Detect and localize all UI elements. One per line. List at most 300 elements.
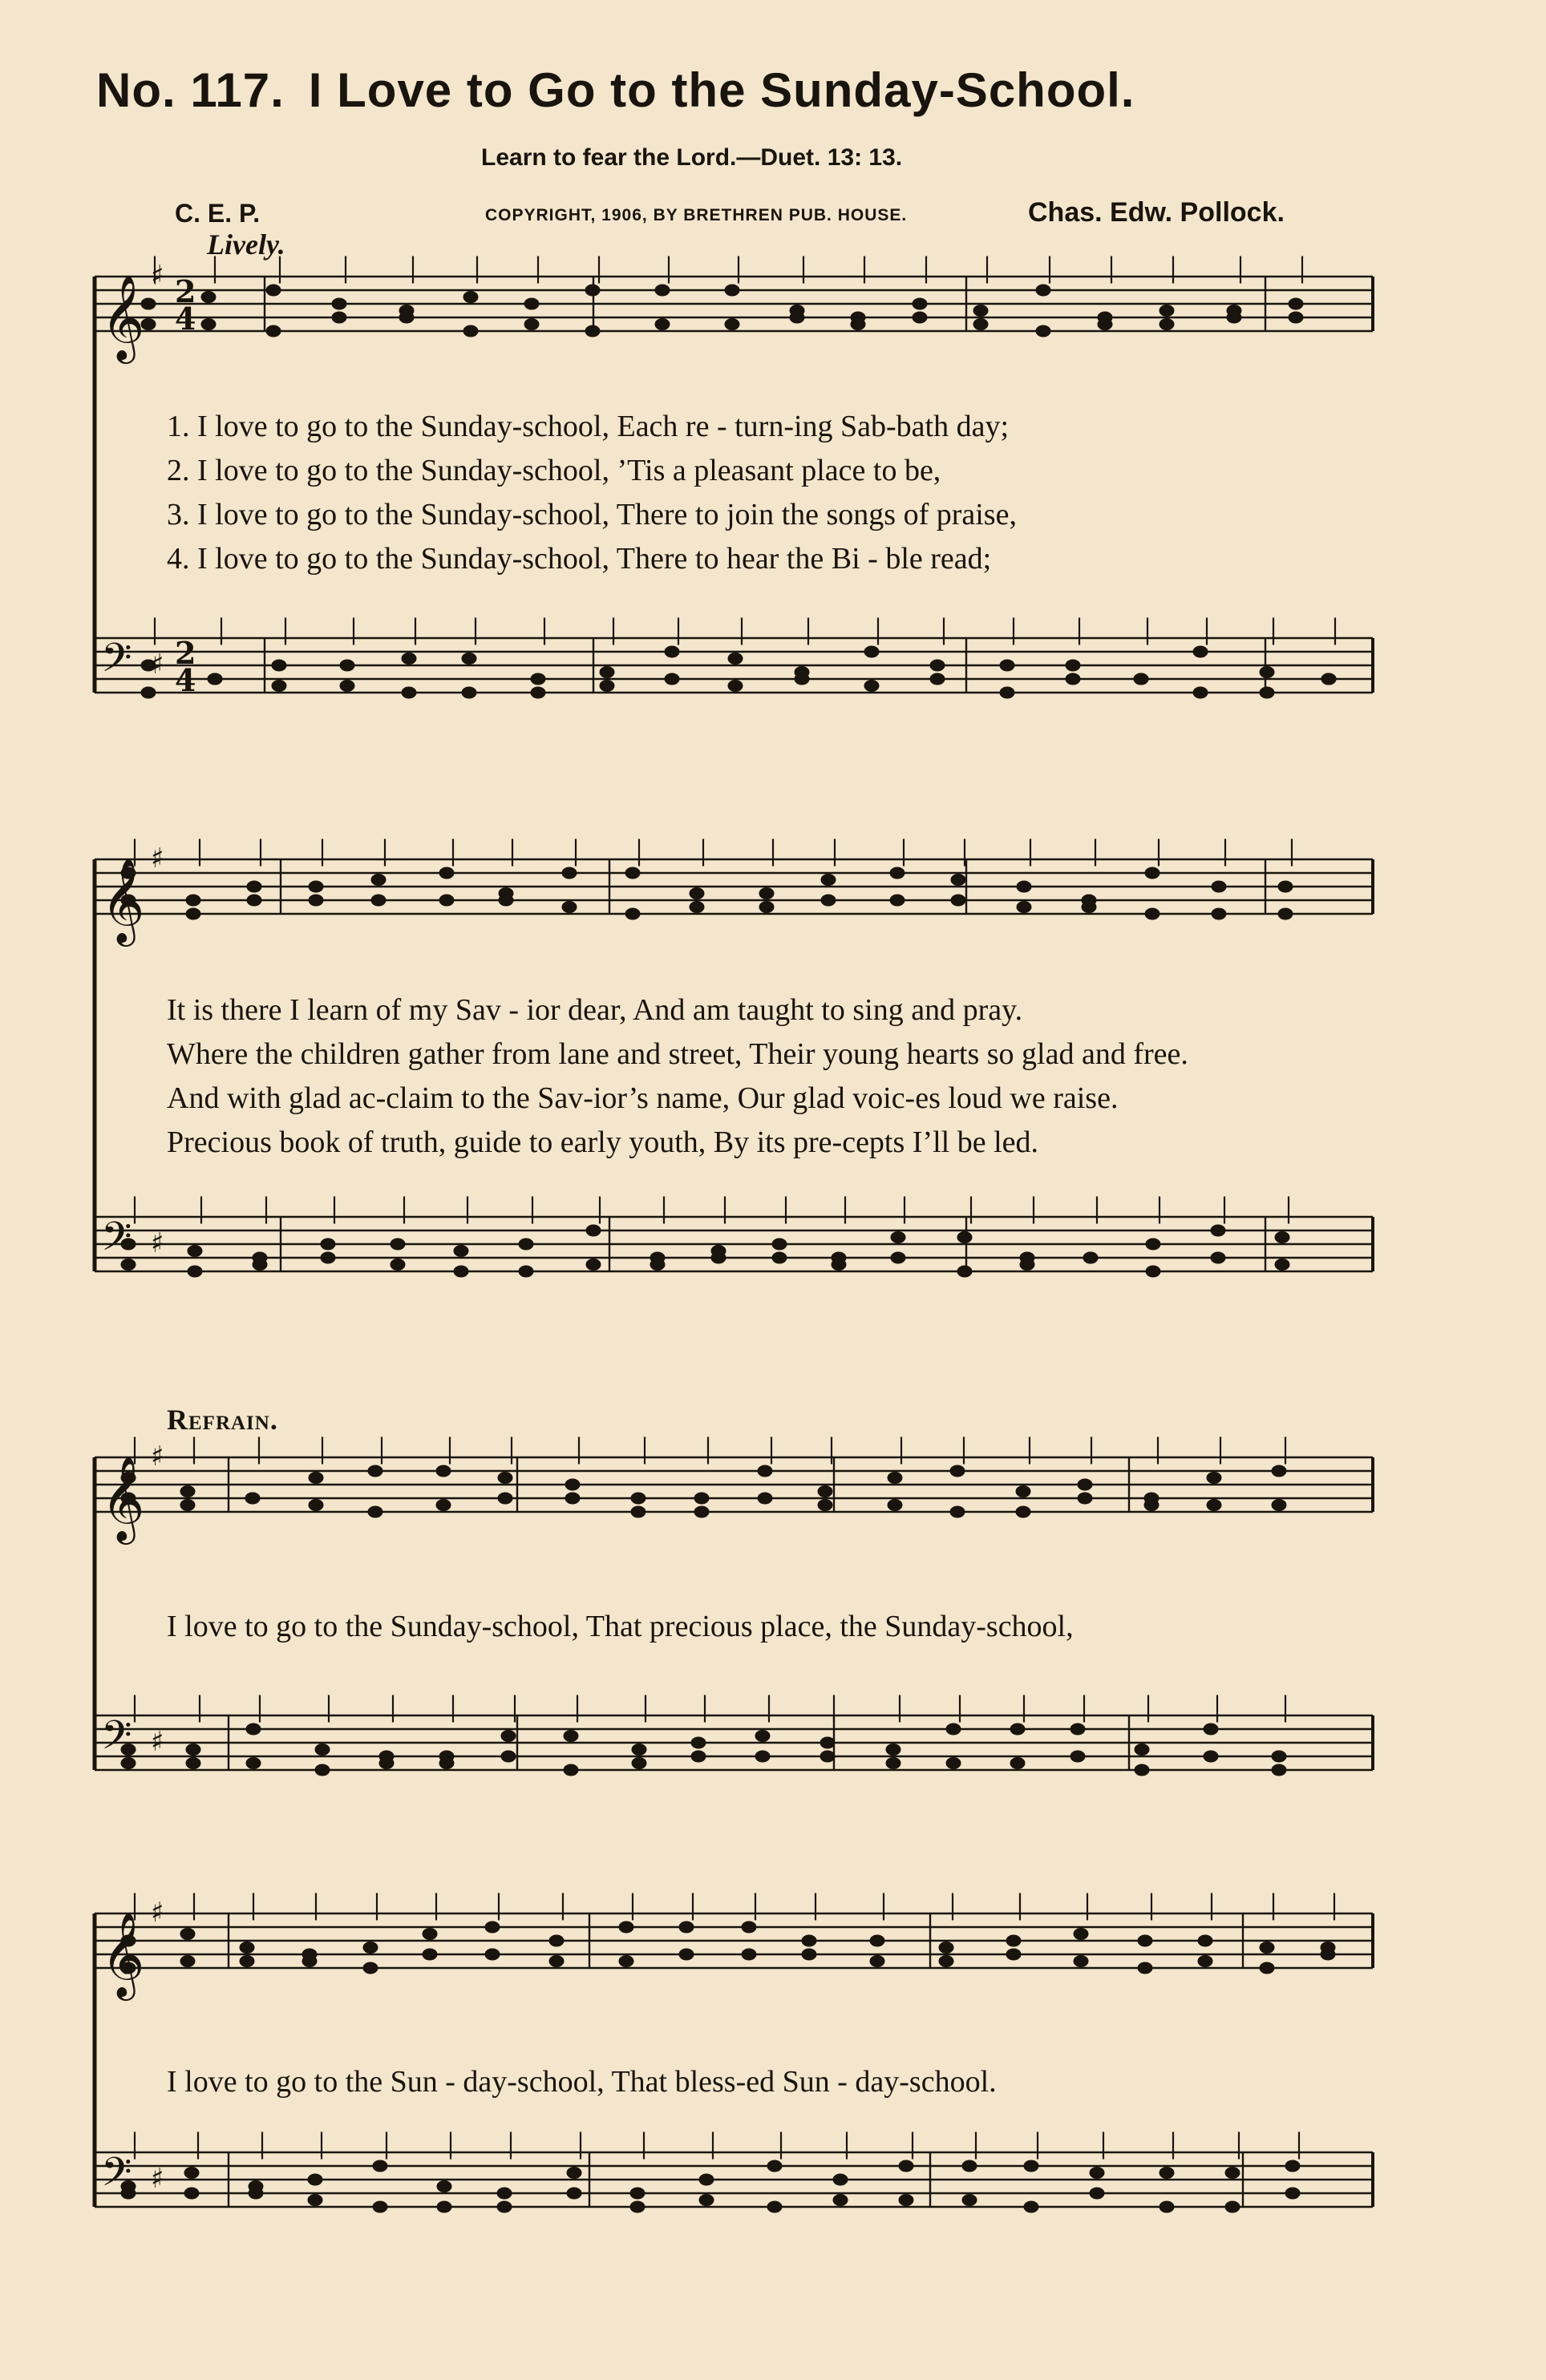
note-head	[1066, 660, 1080, 671]
note-head	[302, 1956, 317, 1967]
note-head	[699, 2174, 714, 2185]
note-head	[630, 2201, 645, 2212]
note-head	[632, 1758, 646, 1769]
hymn-title: I Love to Go to the Sunday-School.	[308, 63, 1135, 117]
verse-line-2: 2. I love to go to the Sunday-school, ’Tis a pleasant place to be,	[167, 454, 941, 487]
note-head	[650, 1259, 665, 1271]
note-head	[1225, 2201, 1240, 2212]
verse-line-3: 3. I love to go to the Sunday-school, There to join the songs of praise,	[167, 498, 1017, 531]
note-head	[890, 895, 905, 906]
note-head	[1160, 305, 1174, 317]
note-head	[1138, 1962, 1152, 1974]
note-head	[725, 319, 739, 330]
verse-line-1-cont: It is there I learn of my Sav - ior dear, And am taught to sing and pray.	[167, 993, 1023, 1027]
note-head	[694, 1493, 709, 1504]
note-head	[363, 1942, 378, 1954]
note-head	[699, 2195, 714, 2206]
note-head	[240, 1956, 254, 1967]
note-head	[562, 867, 577, 879]
note-head	[619, 1956, 633, 1967]
note-head	[886, 1744, 900, 1756]
treble-clef-icon: 𝄞	[101, 1455, 145, 1541]
note-head	[246, 1758, 261, 1769]
bass-clef-icon: 𝄢	[101, 2149, 132, 2205]
note-head	[679, 1921, 694, 1933]
note-head	[818, 1500, 832, 1511]
note-head	[454, 1266, 468, 1277]
note-head	[1146, 1266, 1160, 1277]
note-head	[851, 319, 865, 330]
note-head	[631, 1506, 646, 1517]
note-head	[340, 681, 354, 692]
note-head	[498, 1493, 512, 1504]
note-head	[820, 1737, 835, 1748]
scripture-reference: Learn to fear the Lord.—Duet. 13: 13.	[481, 144, 903, 171]
note-head	[272, 660, 286, 671]
verse-line-1: 1. I love to go to the Sunday-school, Each re - turn-ing Sab-bath day;	[167, 410, 1010, 443]
note-head	[665, 673, 679, 685]
note-head	[1272, 1465, 1286, 1477]
sharp-icon: ♯	[151, 1726, 164, 1758]
note-head	[245, 1493, 260, 1504]
note-head	[524, 319, 539, 330]
note-head	[586, 1225, 601, 1236]
note-head	[565, 1493, 580, 1504]
note-head	[1017, 902, 1031, 913]
note-head	[391, 1238, 405, 1250]
note-head	[1278, 908, 1293, 919]
note-head	[549, 1935, 564, 1946]
note-head	[631, 1493, 646, 1504]
note-head	[755, 1731, 770, 1742]
treble-clef-icon: 𝄞	[101, 1911, 145, 1997]
note-head	[728, 681, 743, 692]
note-head	[833, 2174, 848, 2185]
note-head	[691, 1737, 706, 1748]
note-head	[332, 298, 346, 309]
note-head	[1144, 1500, 1159, 1511]
sharp-icon: ♯	[151, 842, 164, 875]
note-head	[1138, 1935, 1152, 1946]
note-head	[184, 2168, 199, 2179]
note-head	[1321, 1949, 1335, 1960]
note-head	[402, 687, 416, 698]
note-head	[531, 687, 545, 698]
treble-clef-icon: 𝄞	[101, 857, 145, 943]
note-head	[888, 1500, 902, 1511]
note-head	[619, 1921, 633, 1933]
note-head	[315, 1744, 330, 1756]
note-head	[519, 1266, 533, 1277]
bass-clef-icon: 𝄢	[101, 1712, 132, 1768]
note-head	[1090, 2168, 1104, 2179]
note-head	[564, 1764, 578, 1776]
note-head	[930, 673, 945, 685]
note-head	[759, 888, 774, 899]
note-head	[913, 298, 927, 309]
note-head	[632, 1744, 646, 1756]
note-head	[1010, 1758, 1025, 1769]
note-head	[1017, 881, 1031, 892]
note-head	[939, 1956, 953, 1967]
hymn-number: No. 117.	[96, 63, 285, 117]
note-head	[767, 2160, 782, 2172]
time-signature-bottom: 4	[175, 662, 196, 698]
note-head	[437, 2181, 451, 2192]
note-head	[1289, 312, 1303, 323]
note-head	[1260, 1942, 1274, 1954]
note-head	[309, 1473, 323, 1484]
note-head	[1211, 1225, 1225, 1236]
note-head	[833, 2195, 848, 2206]
note-head	[180, 1929, 195, 1940]
note-head	[439, 867, 454, 879]
note-head	[188, 1266, 202, 1277]
note-head	[690, 902, 704, 913]
note-head	[246, 1723, 261, 1735]
note-head	[1145, 867, 1160, 879]
note-head	[567, 2168, 581, 2179]
note-head	[1275, 1259, 1289, 1271]
note-head	[950, 1465, 965, 1477]
note-head	[1260, 667, 1274, 678]
note-head	[1212, 908, 1226, 919]
note-head	[485, 1949, 500, 1960]
note-head	[439, 1758, 454, 1769]
note-head	[832, 1259, 846, 1271]
note-head	[821, 875, 836, 886]
note-head	[899, 2195, 913, 2206]
note-head	[1193, 687, 1208, 698]
note-head	[1024, 2160, 1038, 2172]
note-head	[888, 1473, 902, 1484]
note-head	[1098, 319, 1112, 330]
sharp-icon: ♯	[151, 649, 164, 681]
refrain-line-2: I love to go to the Sun - day-school, That bless-ed Sun - day-school.	[167, 2065, 997, 2099]
note-head	[665, 646, 679, 657]
note-head	[1198, 1956, 1212, 1967]
verse-line-4-cont: Precious book of truth, guide to early youth, By its pre-cepts I’ll be led.	[167, 1125, 1038, 1159]
note-head	[437, 2201, 451, 2212]
note-head	[802, 1935, 816, 1946]
note-head	[549, 1956, 564, 1967]
note-head	[1285, 2188, 1300, 2199]
note-head	[1006, 1949, 1021, 1960]
note-head	[1074, 1956, 1088, 1967]
note-head	[679, 1949, 694, 1960]
note-head	[586, 1259, 601, 1271]
sharp-icon: ♯	[151, 1897, 164, 1929]
note-head	[1272, 1751, 1286, 1762]
note-head	[454, 1246, 468, 1257]
note-head	[913, 312, 927, 323]
note-head	[519, 1238, 533, 1250]
note-head	[655, 319, 670, 330]
note-head	[308, 2195, 322, 2206]
note-head	[930, 660, 945, 671]
note-head	[1024, 2201, 1038, 2212]
note-head	[973, 305, 988, 317]
copyright-notice: COPYRIGHT, 1906, BY BRETHREN PUB. HOUSE.	[485, 206, 908, 224]
bass-clef-icon: 𝄢	[101, 635, 132, 691]
note-head	[363, 1962, 378, 1974]
note-head	[795, 673, 809, 685]
note-head	[201, 292, 216, 303]
note-head	[870, 1956, 884, 1967]
note-head	[1207, 1500, 1221, 1511]
note-head	[463, 292, 478, 303]
note-head	[180, 1486, 195, 1497]
note-head	[802, 1949, 816, 1960]
note-head	[742, 1921, 756, 1933]
note-head	[562, 902, 577, 913]
bass-clef-icon: 𝄢	[101, 1214, 132, 1270]
note-head	[891, 1252, 905, 1263]
note-head	[402, 653, 416, 665]
note-head	[1016, 1486, 1030, 1497]
note-head	[962, 2160, 977, 2172]
note-head	[772, 1252, 787, 1263]
note-head	[499, 895, 513, 906]
time-signature-top: 2	[175, 635, 196, 671]
note-head	[485, 1921, 500, 1933]
note-head	[436, 1500, 451, 1511]
note-head	[186, 908, 200, 919]
note-head	[625, 908, 640, 919]
note-head	[585, 325, 600, 337]
note-head	[186, 895, 200, 906]
note-head	[240, 1942, 254, 1954]
verse-line-2-cont: Where the children gather from lane and street, Their young hearts so glad and free.	[167, 1037, 1188, 1071]
note-head	[790, 312, 804, 323]
note-head	[379, 1758, 394, 1769]
note-head	[1078, 1493, 1092, 1504]
time-signature-bottom: 4	[175, 301, 196, 337]
note-head	[1160, 2168, 1174, 2179]
note-head	[728, 653, 743, 665]
note-head	[1275, 1232, 1289, 1243]
note-head	[340, 660, 354, 671]
note-head	[1198, 1935, 1212, 1946]
note-head	[758, 1465, 772, 1477]
note-head	[1204, 1723, 1218, 1735]
note-head	[1006, 1935, 1021, 1946]
note-head	[186, 1744, 200, 1756]
note-head	[891, 1232, 905, 1243]
note-head	[1289, 298, 1303, 309]
note-head	[946, 1758, 961, 1769]
note-head	[266, 325, 281, 337]
note-head	[1204, 1751, 1218, 1762]
note-head	[368, 1465, 382, 1477]
note-head	[742, 1949, 756, 1960]
note-head	[1134, 673, 1148, 685]
note-head	[864, 646, 879, 657]
note-head	[973, 319, 988, 330]
note-head	[585, 285, 600, 296]
note-head	[184, 2188, 199, 2199]
note-head	[391, 1259, 405, 1271]
note-head	[1010, 1723, 1025, 1735]
note-head	[371, 895, 386, 906]
note-head	[463, 325, 478, 337]
note-head	[368, 1506, 382, 1517]
note-head	[818, 1486, 832, 1497]
note-head	[272, 681, 286, 692]
note-head	[1135, 1764, 1149, 1776]
note-head	[497, 2201, 512, 2212]
note-head	[1016, 1506, 1030, 1517]
note-head	[1083, 1252, 1098, 1263]
note-head	[315, 1764, 330, 1776]
note-head	[531, 673, 545, 685]
note-head	[1160, 319, 1174, 330]
note-head	[1082, 902, 1096, 913]
note-head	[1036, 325, 1050, 337]
sharp-icon: ♯	[151, 1227, 164, 1259]
note-head	[321, 1238, 335, 1250]
note-head	[321, 1252, 335, 1263]
note-head	[600, 681, 614, 692]
note-head	[524, 298, 539, 309]
refrain-label: Refrain.	[167, 1404, 278, 1436]
note-head	[309, 895, 323, 906]
note-head	[501, 1751, 516, 1762]
note-head	[951, 895, 965, 906]
note-head	[180, 1956, 195, 1967]
note-head	[899, 2160, 913, 2172]
lyricist-credit: C. E. P.	[175, 199, 261, 228]
note-head	[1207, 1473, 1221, 1484]
note-head	[625, 867, 640, 879]
note-head	[423, 1949, 437, 1960]
note-head	[1285, 2160, 1300, 2172]
note-head	[655, 285, 670, 296]
note-head	[141, 687, 156, 698]
note-head	[946, 1723, 961, 1735]
note-head	[423, 1929, 437, 1940]
note-head	[939, 1942, 953, 1954]
note-head	[1135, 1744, 1149, 1756]
note-head	[399, 312, 414, 323]
note-head	[180, 1500, 195, 1511]
note-head	[600, 667, 614, 678]
note-head	[1070, 1723, 1085, 1735]
note-head	[564, 1731, 578, 1742]
composer-credit: Chas. Edw. Pollock.	[1028, 197, 1285, 228]
note-head	[630, 2188, 645, 2199]
note-head	[462, 687, 476, 698]
note-head	[758, 1493, 772, 1504]
note-head	[253, 1259, 267, 1271]
note-head	[821, 895, 836, 906]
note-head	[1146, 1238, 1160, 1250]
note-head	[462, 653, 476, 665]
note-head	[711, 1252, 726, 1263]
note-head	[332, 312, 346, 323]
note-head	[886, 1758, 900, 1769]
note-head	[820, 1751, 835, 1762]
note-head	[373, 2160, 387, 2172]
note-head	[1000, 687, 1014, 698]
note-head	[309, 1500, 323, 1511]
note-head	[767, 2201, 782, 2212]
note-head	[890, 867, 905, 879]
note-head	[1321, 673, 1336, 685]
note-head	[501, 1731, 516, 1742]
note-head	[266, 285, 281, 296]
note-head	[439, 895, 454, 906]
sharp-icon: ♯	[151, 260, 164, 292]
note-head	[567, 2188, 581, 2199]
treble-clef-icon: 𝄞	[101, 274, 145, 360]
note-head	[1272, 1764, 1286, 1776]
note-head	[951, 875, 965, 886]
note-head	[864, 681, 879, 692]
note-head	[1272, 1500, 1286, 1511]
tempo-marking: Lively.	[207, 228, 285, 261]
verse-line-3-cont: And with glad ac-claim to the Sav-ior’s name, Our glad voic-es loud we raise.	[167, 1081, 1119, 1115]
note-head	[436, 1465, 451, 1477]
note-head	[870, 1935, 884, 1946]
note-head	[1078, 1479, 1092, 1490]
sharp-icon: ♯	[151, 1441, 164, 1473]
note-head	[1066, 673, 1080, 685]
note-head	[565, 1479, 580, 1490]
verse-line-4: 4. I love to go to the Sunday-school, There to hear the Bi - ble read;	[167, 542, 992, 576]
note-head	[308, 2174, 322, 2185]
note-head	[1036, 285, 1050, 296]
note-head	[950, 1506, 965, 1517]
sharp-icon: ♯	[151, 2163, 164, 2195]
note-head	[249, 2188, 263, 2199]
note-head	[1260, 1962, 1274, 1974]
note-head	[498, 1473, 512, 1484]
note-head	[1070, 1751, 1085, 1762]
note-head	[1260, 687, 1274, 698]
note-head	[772, 1238, 787, 1250]
note-head	[957, 1266, 972, 1277]
note-head	[309, 881, 323, 892]
note-head	[188, 1246, 202, 1257]
note-head	[186, 1758, 200, 1769]
note-head	[1090, 2188, 1104, 2199]
note-head	[247, 881, 261, 892]
note-head	[1000, 660, 1014, 671]
note-head	[694, 1506, 709, 1517]
note-head	[1211, 1252, 1225, 1263]
note-head	[497, 2188, 512, 2199]
refrain-line-1: I love to go to the Sunday-school, That precious place, the Sunday-school,	[167, 1610, 1074, 1643]
note-head	[1227, 312, 1241, 323]
note-head	[1193, 646, 1208, 657]
note-head	[755, 1751, 770, 1762]
note-head	[1074, 1929, 1088, 1940]
note-head	[962, 2195, 977, 2206]
note-head	[201, 319, 216, 330]
note-head	[1145, 908, 1160, 919]
note-head	[1278, 881, 1293, 892]
note-head	[690, 888, 704, 899]
note-head	[208, 673, 222, 685]
note-head	[1160, 2201, 1174, 2212]
note-head	[1020, 1259, 1034, 1271]
note-head	[725, 285, 739, 296]
time-signature-top: 2	[175, 273, 196, 309]
note-head	[957, 1232, 972, 1243]
note-head	[1225, 2168, 1240, 2179]
note-head	[759, 902, 774, 913]
